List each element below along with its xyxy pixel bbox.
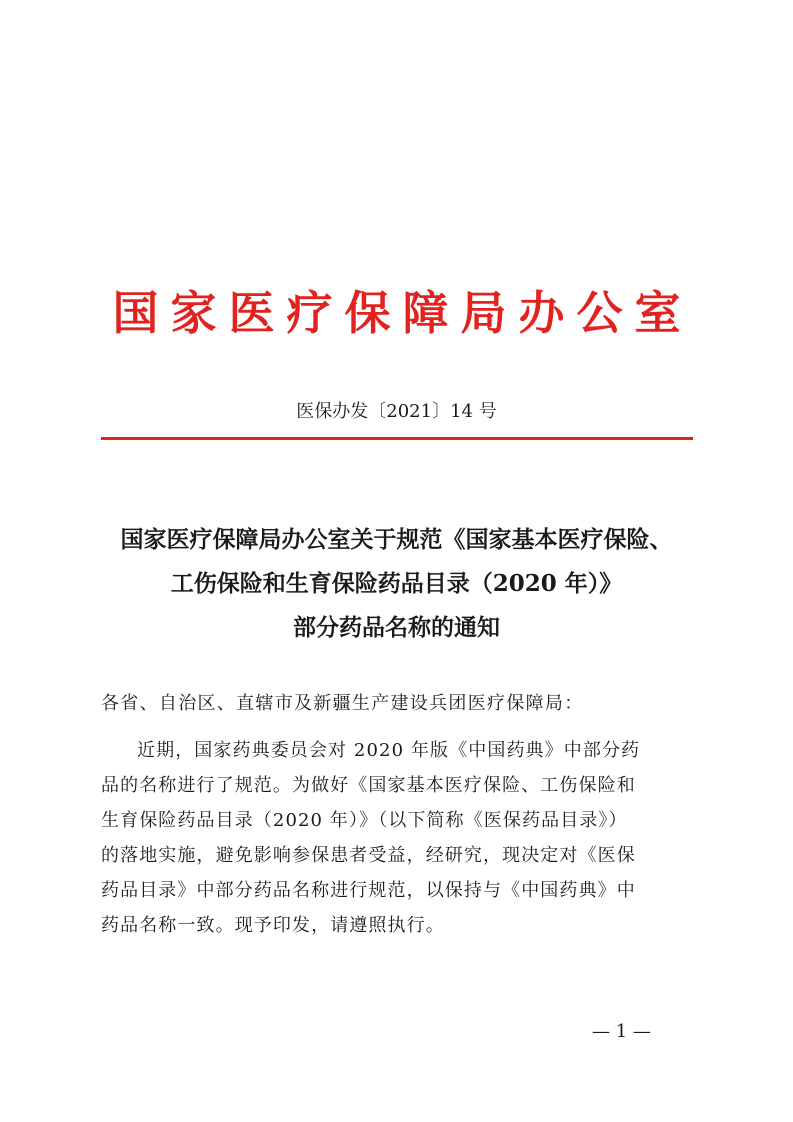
document-number: 医保办发〔2021〕14 号 [296,401,497,422]
body-line: 的落地实施，避免影响参保患者受益，经研究，现决定对《医保 [101,845,636,866]
body-line: 近期，国家药典委员会对 2020 年版《中国药典》中部分药 [137,740,641,761]
red-divider-line [101,437,693,440]
body-line: 药品目录》中部分药品名称进行规范，以保持与《中国药典》中 [101,880,636,901]
salutation: 各省、自治区、直辖市及新疆生产建设兵团医疗保障局： [101,693,584,714]
body-paragraph [101,733,701,943]
body-line: 品的名称进行了规范。为做好《国家基本医疗保险、工伤保险和 [101,775,636,796]
notice-title-line-2: 工伤保险和生育保险药品目录（2020 年）》 [170,570,623,597]
body-line: 药品名称一致。现予印发，请遵照执行。 [101,915,445,936]
notice-title-line-3: 部分药品名称的通知 [293,614,500,641]
notice-title [70,518,723,650]
body-line: 生育保险药品目录（2020 年）》（以下简称《医保药品目录》） [101,810,628,831]
issuer-header: 国家医疗保障局办公室 [112,286,693,340]
page-number: — 1 — [592,1021,651,1042]
notice-title-line-1: 国家医疗保障局办公室关于规范《国家基本医疗保险、 [120,526,673,553]
